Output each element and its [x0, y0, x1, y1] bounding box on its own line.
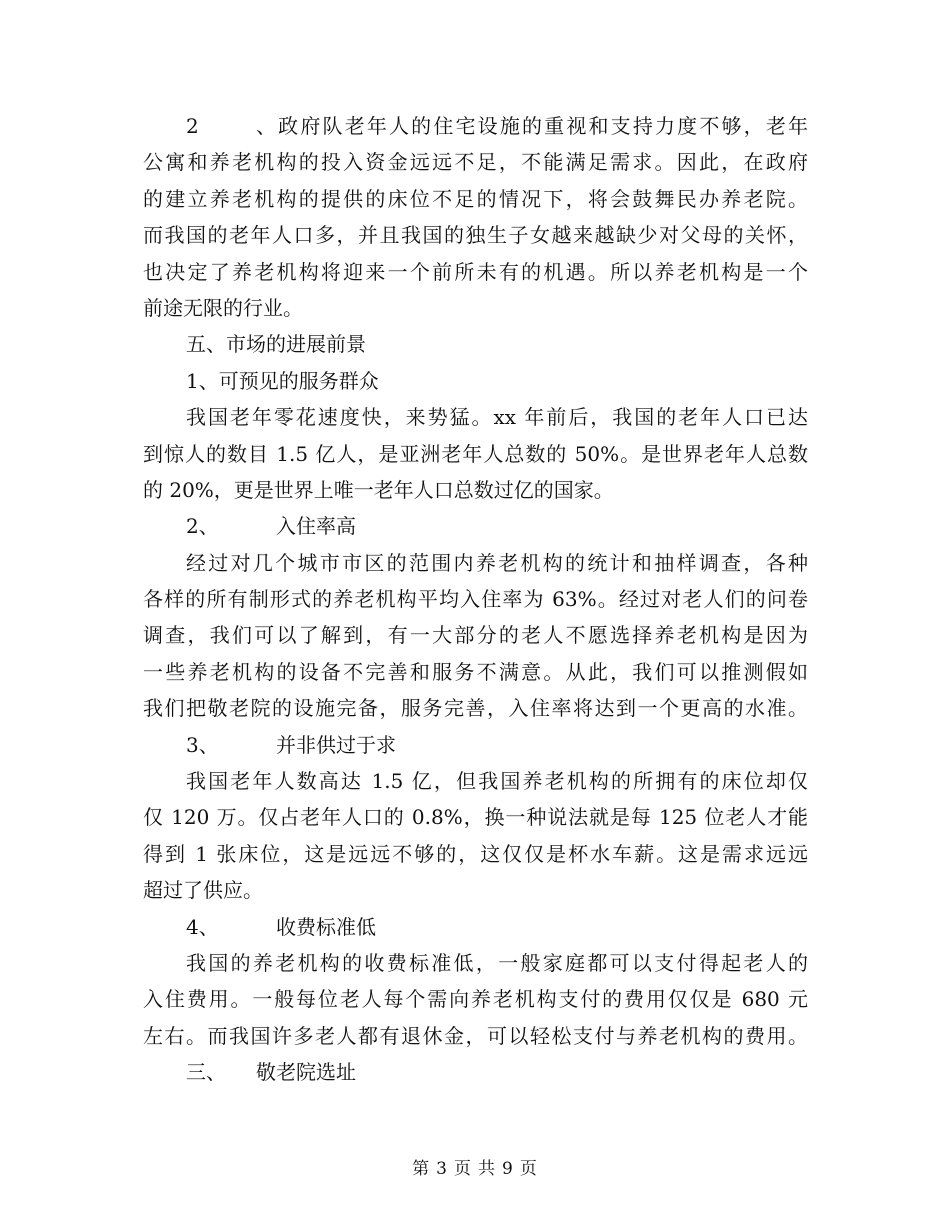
sub1-title: 1、可预见的服务群众 [186, 368, 379, 393]
footer-total-pages: 9 [502, 1159, 514, 1179]
paragraph-2-line-5: 前途无限的行业。 [143, 295, 303, 320]
sub2-heading [143, 508, 808, 544]
sub2-line-2: 调查，我们可以了解到，有一大部分的老人不愿选择养老机构是因为 [143, 623, 808, 648]
sub1-line-1: 到惊人的数目 1.5 亿人，是亚洲老年人总数的 50%。是世界老年人总数 [143, 441, 808, 466]
section-three-number: 三、 [186, 1060, 226, 1085]
sub4-title: 收费标准低 [276, 914, 376, 939]
paragraph-2-line-1: 公寓和养老机构的投入资金远远不足，不能满足需求。因此，在政府 [143, 150, 808, 175]
footer-total-prefix: 共 [478, 1159, 496, 1179]
sub3-line-2: 得到 1 张床位，这是远远不够的，这仅仅是杯水车薪。这是需求远远 [143, 841, 808, 866]
sub2-line-4: 我们把敬老院的设施完备，服务完善，入住率将达到一个更高的水准。 [143, 696, 808, 721]
sub3-title: 并非供过于求 [276, 732, 396, 757]
paragraph-2-line-3: 而我国的老年人口多，并且我国的独生子女越来越缺少对父母的关怀， [143, 223, 808, 248]
sub3-line-0: 我国老年人数高达 1.5 亿，但我国养老机构的所拥有的床位却仅 [186, 769, 808, 794]
paragraph-2-line-2: 的建立养老机构的提供的床位不足的情况下，将会鼓舞民办养老院。 [143, 186, 808, 211]
section-five-title: 五、市场的进展前景 [186, 332, 366, 357]
sub3-heading [143, 727, 808, 763]
sub1-line-2: 的 20%，更是世界上唯一老年人口总数过亿的国家。 [143, 477, 614, 502]
sub3-line-1: 仅 120 万。仅占老年人口的 0.8%，换一种说法就是每 125 位老人才能 [143, 805, 808, 830]
section-three-title: 敬老院选址 [256, 1060, 356, 1085]
paragraph-2-first-line [143, 108, 808, 144]
sub2-line-0: 经过对几个城市市区的范围内养老机构的统计和抽样调查，各种 [186, 550, 808, 575]
footer-page-mid: 页 [454, 1159, 472, 1179]
paragraph-2-line-4: 也决定了养老机构将迎来一个前所未有的机遇。所以养老机构是一个 [143, 259, 808, 284]
sub4-line-2: 左右。而我国许多老人都有退休金，可以轻松支付与养老机构的费用。 [143, 1023, 808, 1048]
sub4-line-1: 入住费用。一般每位老人每个需向养老机构支付的费用仅仅是 680 元 [143, 987, 808, 1012]
sub4-number: 4、 [186, 914, 219, 939]
footer-total-suffix: 页 [519, 1159, 538, 1179]
paragraph-2-line-0: 政府队老年人的住宅设施的重视和支持力度不够，老年 [276, 114, 808, 138]
sub3-number: 3、 [186, 732, 219, 757]
paragraph-2-number: 2、 [186, 114, 276, 138]
sub3-line-3: 超过了供应。 [143, 878, 263, 903]
page-footer [0, 1154, 950, 1179]
footer-page-number: 3 [436, 1159, 448, 1179]
footer-page-prefix: 第 [412, 1159, 431, 1179]
sub4-line-0: 我国的养老机构的收费标准低，一般家庭都可以支付得起老人的 [186, 950, 808, 975]
sub2-line-1: 各样的所有制形式的养老机构平均入住率为 63%。经过对老人们的问卷 [143, 587, 808, 612]
document-body [143, 108, 808, 1091]
sub2-title: 入住率高 [276, 514, 356, 539]
sub1-line-0: 我国老年零花速度快，来势猛。xx 年前后，我国的老年人口已达 [186, 405, 808, 430]
sub2-line-3: 一些养老机构的设备不完善和服务不满意。从此，我们可以推测假如 [143, 659, 808, 684]
sub2-number: 2、 [186, 514, 219, 539]
sub4-heading [143, 909, 808, 945]
section-three-heading [143, 1054, 808, 1090]
